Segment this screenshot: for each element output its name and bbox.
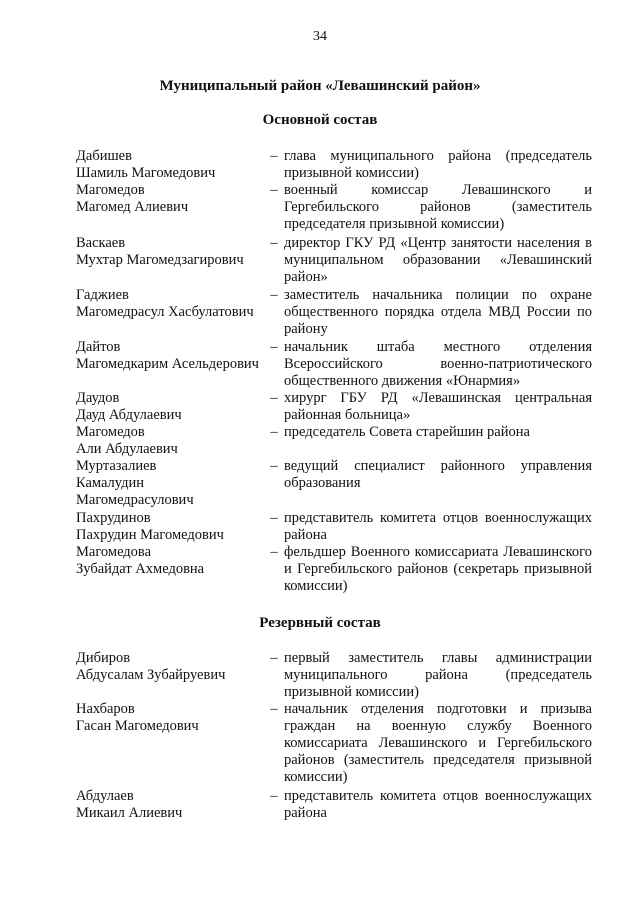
member-entry [76,650,592,701]
dash-separator: – [270,424,278,440]
member-entry [76,390,592,424]
member-name [76,424,264,458]
member-entry [76,788,592,822]
district-title: Муниципальный район «Левашинский район» [159,78,481,94]
member-surname: Даудов [76,390,120,406]
member-surname: Пахрудинов [76,510,151,526]
member-name [76,544,264,595]
member-given-name: Дауд Абдулаевич [76,407,182,423]
member-entry [76,458,592,509]
member-role: заместитель начальника полиции по охране общественного порядка отдела МВД России по району [284,287,592,337]
dash-separator: – [270,182,278,198]
member-surname: Васкаев [76,235,126,251]
member-surname: Абдулаев [76,788,134,804]
member-name [76,510,264,544]
page-number: 34 [313,29,327,44]
dash-separator: – [270,544,278,560]
member-given-name-continued: Магомедрасулович [76,492,194,508]
member-role: фельдшер Военного комиссариата Левашинского и Гергебильского районов (секретарь призывной комиссии) [284,544,592,594]
member-name [76,235,264,286]
member-name [76,788,264,822]
member-role: глава муниципального района (председатель призывной комиссии) [284,148,592,181]
member-entry [76,339,592,390]
member-name [76,650,264,701]
member-role: хирург ГБУ РД «Левашинская центральная районная больница» [284,390,592,423]
member-name [76,339,264,390]
member-name [76,182,264,233]
member-given-name: Али Абдулаевич [76,441,178,457]
member-given-name: Магомедкарим Асельдерович [76,356,259,372]
member-entry [76,287,592,338]
reserve-section-title: Резервный состав [259,615,381,631]
member-name [76,287,264,338]
member-entry [76,424,592,458]
member-given-name: Мухтар Магомедзагирович [76,252,244,268]
dash-separator: – [270,650,278,666]
dash-separator: – [270,390,278,406]
member-surname: Нахбаров [76,701,135,717]
member-role: председатель Совета старейшин района [284,424,530,440]
member-given-name: Магомед Алиевич [76,199,189,215]
member-given-name: Магомедрасул Хасбулатович [76,304,254,320]
member-entry [76,701,592,786]
member-given-name: Микаил Алиевич [76,805,183,821]
member-surname: Магомедов [76,182,145,198]
dash-separator: – [270,287,278,303]
member-given-name: Зубайдат Ахмедовна [76,561,205,577]
dash-separator: – [270,148,278,164]
dash-separator: – [270,458,278,474]
member-surname: Дибиров [76,650,131,666]
member-surname: Дабишев [76,148,132,164]
member-entry [76,148,592,182]
member-surname: Муртазалиев [76,458,157,474]
member-name [76,148,264,182]
member-name [76,458,264,509]
member-surname: Дайтов [76,339,121,355]
dash-separator: – [270,339,278,355]
member-role: ведущий специалист районного управления образования [284,458,592,491]
member-name [76,390,264,424]
member-role: первый заместитель главы администрации муниципального района (председатель призывной комиссии) [284,650,592,700]
member-name [76,701,264,786]
member-role: представитель комитета отцов военнослужащих района [284,510,592,543]
member-given-name: Камалудин [76,475,145,491]
dash-separator: – [270,701,278,717]
member-entry [76,235,592,286]
member-given-name: Гасан Магомедович [76,718,199,734]
member-surname: Магомедов [76,424,145,440]
member-role: начальник отделения подготовки и призыва граждан на военную службу Военного комиссариата Левашинского и Гергебильского районов (заместитель председателя призывной комиссии) [284,701,592,785]
member-given-name: Пахрудин Магомедович [76,527,224,543]
member-role: начальник штаба местного отделения Всероссийского военно-патриотического общественного движения «Юнармия» [284,339,592,389]
member-surname: Магомедова [76,544,152,560]
dash-separator: – [270,788,278,804]
dash-separator: – [270,235,278,251]
member-given-name: Шамиль Магомедович [76,165,216,181]
member-entry [76,510,592,544]
member-role: военный комиссар Левашинского и Гергебильского районов (заместитель председателя призывной комиссии) [284,182,592,232]
member-role: директор ГКУ РД «Центр занятости населения в муниципальном образовании «Левашинский район» [284,235,592,285]
member-role: представитель комитета отцов военнослужащих района [284,788,592,821]
member-entry [76,182,592,233]
main-section-title: Основной состав [262,112,378,128]
member-surname: Гаджиев [76,287,129,303]
member-entry [76,544,592,595]
member-given-name: Абдусалам Зубайруевич [76,667,226,683]
dash-separator: – [270,510,278,526]
